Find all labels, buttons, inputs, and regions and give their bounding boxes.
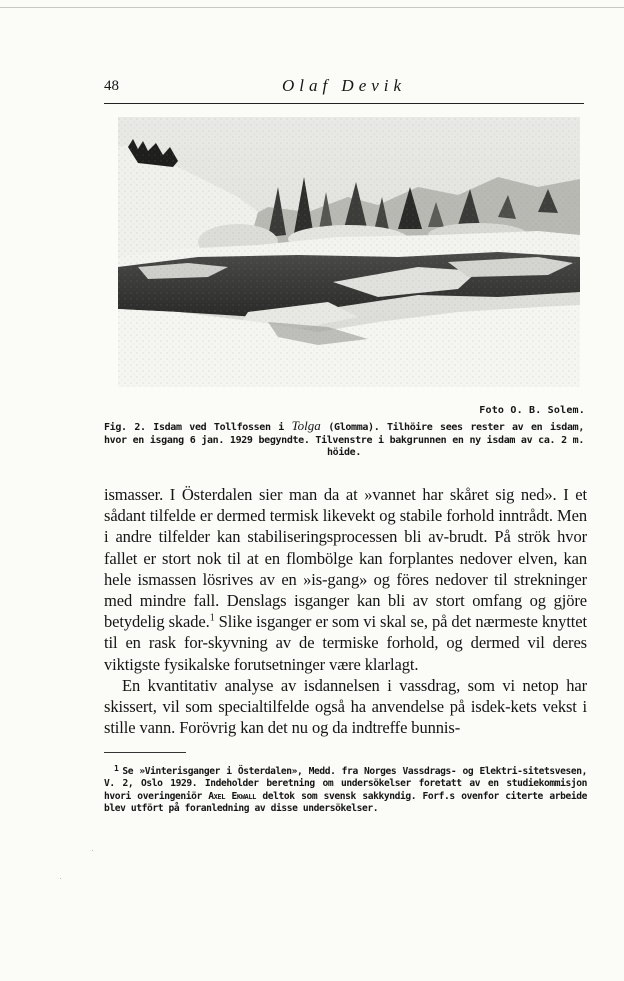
page-top-edge xyxy=(0,7,624,8)
footnote xyxy=(104,763,587,816)
header-rule xyxy=(104,103,584,104)
paper-speck xyxy=(60,878,61,879)
caption-text-end: (Glomma). Tilhöire sees rester av en isdam, hvor en isgang 6 jan. 1929 begyndte. Tilvenstre i bakgrunnen en ny isdam av ca. 2 m. höide. xyxy=(104,422,584,458)
body-paragraph-1 xyxy=(104,484,587,675)
body-paragraph-2: En kvantitativ analyse av isdannelsen i vassdrag, som vi netop har skissert, vil som specialtilfelde også ha anvendelse på isdek-kets vekst i stille vann. Forövrig kan det nu og da indtreffe bunnis- xyxy=(104,675,587,738)
footnote-engineer-name: Axel Ekwall xyxy=(208,790,256,802)
running-head xyxy=(104,76,584,102)
figure-photo-ice-dam xyxy=(118,117,580,387)
page-number: 48 xyxy=(104,78,119,94)
footnote-reference: 1 xyxy=(209,612,215,624)
caption-text-start: Fig. 2. Isdam ved Tollfossen i xyxy=(104,422,292,433)
footnote-text-end: deltok som svensk sakkyndig. Forf.s ovenfor citerte arbeide blev utfört på foranledning av disse undersökelser. xyxy=(104,790,587,815)
figure-caption xyxy=(104,420,584,460)
footnote-marker: 1 xyxy=(114,764,119,773)
running-title-author: Olaf Devik xyxy=(281,76,407,95)
footnote-text: Se »Vinterisganger i Österdalen», Medd. fra Norges Vassdrags- og Elektri-sitetsvesen, V. 2, Oslo 1929. Indeholder beretning om undersökelser foretatt av en studiekommisjon hvori overingeniör xyxy=(104,766,587,802)
footnote-rule xyxy=(104,752,186,753)
photo-credit: Foto O. B. Solem. xyxy=(479,405,585,416)
body-text xyxy=(104,484,587,738)
paragraph-1-continuation: Slike isganger er som vi skal se, på det nærmeste knyttet til en rask for-skyvning av de termiske forhold, og dermed vil deres viktigste fysikalske forutsetninger være klarlagt. xyxy=(104,612,588,674)
paragraph-1-text: ismasser. I Österdalen sier man da at »vannet har skåret sig ned». I et sådant tilfelde er dermed termisk likevekt og stabile forhold inntrådt. Men i andre tilfelder kan stabiliseringsprocessen bli av-brudt. På strök hvor fallet er stort nok til at en flombölge kan forplantes nedover elven, kan hele ismassen lösrives av en »is-gang» og föres nedover til strekninger med mindre fall. Denslags isganger kan bli av stort omfang og gjöre betydelig skade. xyxy=(104,485,587,632)
paper-speck xyxy=(92,850,93,851)
caption-place-italic: Tolga xyxy=(291,418,321,433)
